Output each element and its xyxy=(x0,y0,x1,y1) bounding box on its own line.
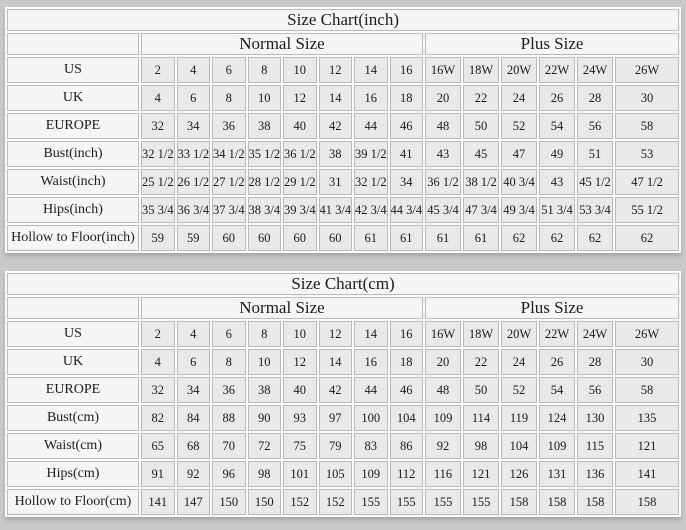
size-value-cell: 114 xyxy=(463,405,499,431)
size-value-cell: 26 1/2 xyxy=(177,169,211,195)
row-label: Bust(inch) xyxy=(7,141,139,167)
size-value-cell: 104 xyxy=(501,433,537,459)
size-value-cell: 104 xyxy=(390,405,424,431)
size-value-cell: 141 xyxy=(141,489,175,515)
size-value-cell: 48 xyxy=(425,113,461,139)
size-value-cell: 84 xyxy=(177,405,211,431)
size-value-cell: 12 xyxy=(319,321,353,347)
size-value-cell: 42 3/4 xyxy=(354,197,388,223)
size-value-cell: 30 xyxy=(615,85,679,111)
size-value-cell: 158 xyxy=(615,489,679,515)
size-value-cell: 37 3/4 xyxy=(212,197,246,223)
size-value-cell: 18 xyxy=(390,85,424,111)
size-value-cell: 28 xyxy=(577,349,613,375)
row-label: Waist(inch) xyxy=(7,169,139,195)
size-value-cell: 109 xyxy=(354,461,388,487)
size-value-cell: 16 xyxy=(354,349,388,375)
size-value-cell: 36 xyxy=(212,377,246,403)
size-value-cell: 28 1/2 xyxy=(248,169,282,195)
size-value-cell: 39 1/2 xyxy=(354,141,388,167)
size-value-cell: 34 xyxy=(177,377,211,403)
size-value-cell: 158 xyxy=(539,489,575,515)
size-value-cell: 60 xyxy=(283,225,317,251)
size-value-cell: 147 xyxy=(177,489,211,515)
size-value-cell: 40 xyxy=(283,113,317,139)
size-value-cell: 4 xyxy=(177,57,211,83)
size-value-cell: 45 1/2 xyxy=(577,169,613,195)
size-value-cell: 32 xyxy=(141,113,175,139)
size-value-cell: 29 1/2 xyxy=(283,169,317,195)
size-value-cell: 51 3/4 xyxy=(539,197,575,223)
size-value-cell: 115 xyxy=(577,433,613,459)
size-value-cell: 130 xyxy=(577,405,613,431)
size-value-cell: 88 xyxy=(212,405,246,431)
size-value-cell: 46 xyxy=(390,113,424,139)
size-value-cell: 54 xyxy=(539,113,575,139)
size-value-cell: 36 1/2 xyxy=(425,169,461,195)
size-value-cell: 47 1/2 xyxy=(615,169,679,195)
size-value-cell: 33 1/2 xyxy=(177,141,211,167)
size-value-cell: 41 xyxy=(390,141,424,167)
size-value-cell: 24W xyxy=(577,57,613,83)
row-label: Hips(inch) xyxy=(7,197,139,223)
size-value-cell: 32 1/2 xyxy=(141,141,175,167)
size-value-cell: 158 xyxy=(577,489,613,515)
size-value-cell: 44 xyxy=(354,377,388,403)
size-value-cell: 35 3/4 xyxy=(141,197,175,223)
size-value-cell: 109 xyxy=(539,433,575,459)
size-value-cell: 16W xyxy=(425,57,461,83)
size-value-cell: 150 xyxy=(212,489,246,515)
size-value-cell: 26W xyxy=(615,57,679,83)
size-value-cell: 22W xyxy=(539,57,575,83)
size-value-cell: 62 xyxy=(577,225,613,251)
table-row xyxy=(7,197,679,223)
size-value-cell: 47 xyxy=(501,141,537,167)
size-value-cell: 93 xyxy=(283,405,317,431)
size-value-cell: 50 xyxy=(463,377,499,403)
row-label: Hollow to Floor(inch) xyxy=(7,225,139,251)
size-value-cell: 62 xyxy=(501,225,537,251)
size-value-cell: 24 xyxy=(501,85,537,111)
row-label: Hips(cm) xyxy=(7,461,139,487)
size-value-cell: 141 xyxy=(615,461,679,487)
size-value-cell: 60 xyxy=(248,225,282,251)
size-value-cell: 24W xyxy=(577,321,613,347)
size-value-cell: 58 xyxy=(615,377,679,403)
size-value-cell: 136 xyxy=(577,461,613,487)
size-chart-cm-table xyxy=(5,271,681,517)
size-value-cell: 14 xyxy=(319,85,353,111)
size-value-cell: 27 1/2 xyxy=(212,169,246,195)
size-value-cell: 26 xyxy=(539,85,575,111)
row-label: US xyxy=(7,57,139,83)
size-value-cell: 98 xyxy=(463,433,499,459)
size-value-cell: 53 xyxy=(615,141,679,167)
size-value-cell: 34 xyxy=(390,169,424,195)
size-value-cell: 121 xyxy=(615,433,679,459)
size-value-cell: 121 xyxy=(463,461,499,487)
table-row xyxy=(7,85,679,111)
size-value-cell: 58 xyxy=(615,113,679,139)
title-row xyxy=(7,273,679,295)
size-value-cell: 40 xyxy=(283,377,317,403)
size-value-cell: 22W xyxy=(539,321,575,347)
size-value-cell: 96 xyxy=(212,461,246,487)
size-value-cell: 59 xyxy=(177,225,211,251)
row-label: UK xyxy=(7,349,139,375)
size-value-cell: 18W xyxy=(463,321,499,347)
size-value-cell: 34 xyxy=(177,113,211,139)
size-value-cell: 109 xyxy=(425,405,461,431)
table-row xyxy=(7,57,679,83)
row-label: Hollow to Floor(cm) xyxy=(7,489,139,515)
size-value-cell: 36 1/2 xyxy=(283,141,317,167)
row-label: EUROPE xyxy=(7,377,139,403)
size-value-cell: 45 3/4 xyxy=(425,197,461,223)
size-chart-inch-table xyxy=(5,7,681,253)
plus-size-header: Plus Size xyxy=(425,33,679,55)
size-value-cell: 4 xyxy=(141,349,175,375)
size-value-cell: 28 xyxy=(577,85,613,111)
size-value-cell: 16 xyxy=(390,321,424,347)
size-value-cell: 150 xyxy=(248,489,282,515)
table-row xyxy=(7,113,679,139)
size-value-cell: 38 xyxy=(248,113,282,139)
size-value-cell: 26W xyxy=(615,321,679,347)
table-row xyxy=(7,225,679,251)
size-value-cell: 135 xyxy=(615,405,679,431)
size-value-cell: 39 3/4 xyxy=(283,197,317,223)
size-value-cell: 16 xyxy=(390,57,424,83)
size-value-cell: 53 3/4 xyxy=(577,197,613,223)
size-value-cell: 2 xyxy=(141,57,175,83)
size-value-cell: 35 1/2 xyxy=(248,141,282,167)
size-value-cell: 119 xyxy=(501,405,537,431)
table-row xyxy=(7,141,679,167)
size-value-cell: 10 xyxy=(283,321,317,347)
size-value-cell: 97 xyxy=(319,405,353,431)
size-value-cell: 14 xyxy=(354,321,388,347)
size-value-cell: 56 xyxy=(577,113,613,139)
size-value-cell: 8 xyxy=(212,85,246,111)
size-value-cell: 10 xyxy=(283,57,317,83)
size-value-cell: 34 1/2 xyxy=(212,141,246,167)
size-value-cell: 42 xyxy=(319,113,353,139)
size-value-cell: 8 xyxy=(248,321,282,347)
table-title-cm: Size Chart(cm) xyxy=(7,273,679,295)
row-label: US xyxy=(7,321,139,347)
size-value-cell: 18W xyxy=(463,57,499,83)
size-value-cell: 86 xyxy=(390,433,424,459)
size-value-cell: 62 xyxy=(615,225,679,251)
table-row xyxy=(7,321,679,347)
size-value-cell: 82 xyxy=(141,405,175,431)
row-label: Waist(cm) xyxy=(7,433,139,459)
corner-cell xyxy=(7,33,139,55)
size-value-cell: 25 1/2 xyxy=(141,169,175,195)
table-row xyxy=(7,433,679,459)
size-value-cell: 22 xyxy=(463,85,499,111)
size-value-cell: 47 3/4 xyxy=(463,197,499,223)
size-value-cell: 75 xyxy=(283,433,317,459)
size-value-cell: 20W xyxy=(501,321,537,347)
size-value-cell: 18 xyxy=(390,349,424,375)
size-value-cell: 48 xyxy=(425,377,461,403)
size-value-cell: 16W xyxy=(425,321,461,347)
size-value-cell: 4 xyxy=(177,321,211,347)
size-value-cell: 43 xyxy=(539,169,575,195)
size-value-cell: 105 xyxy=(319,461,353,487)
size-value-cell: 152 xyxy=(283,489,317,515)
size-value-cell: 46 xyxy=(390,377,424,403)
size-value-cell: 52 xyxy=(501,113,537,139)
size-value-cell: 52 xyxy=(501,377,537,403)
size-value-cell: 62 xyxy=(539,225,575,251)
size-chart-cm-body xyxy=(7,321,679,515)
size-value-cell: 124 xyxy=(539,405,575,431)
group-header-row xyxy=(7,297,679,319)
size-value-cell: 55 1/2 xyxy=(615,197,679,223)
size-value-cell: 26 xyxy=(539,349,575,375)
size-value-cell: 101 xyxy=(283,461,317,487)
size-value-cell: 8 xyxy=(248,57,282,83)
size-value-cell: 155 xyxy=(354,489,388,515)
table-row xyxy=(7,405,679,431)
size-value-cell: 12 xyxy=(283,349,317,375)
size-value-cell: 24 xyxy=(501,349,537,375)
corner-cell xyxy=(7,297,139,319)
size-value-cell: 12 xyxy=(319,57,353,83)
size-value-cell: 6 xyxy=(212,57,246,83)
size-value-cell: 83 xyxy=(354,433,388,459)
size-value-cell: 38 3/4 xyxy=(248,197,282,223)
normal-size-header: Normal Size xyxy=(141,33,423,55)
size-value-cell: 116 xyxy=(425,461,461,487)
table-row xyxy=(7,461,679,487)
size-value-cell: 38 xyxy=(319,141,353,167)
size-value-cell: 20 xyxy=(425,85,461,111)
size-value-cell: 20 xyxy=(425,349,461,375)
size-value-cell: 65 xyxy=(141,433,175,459)
size-value-cell: 22 xyxy=(463,349,499,375)
size-value-cell: 50 xyxy=(463,113,499,139)
size-value-cell: 36 3/4 xyxy=(177,197,211,223)
size-value-cell: 6 xyxy=(177,349,211,375)
size-value-cell: 14 xyxy=(354,57,388,83)
size-value-cell: 92 xyxy=(177,461,211,487)
table-row xyxy=(7,169,679,195)
table-title-inch: Size Chart(inch) xyxy=(7,9,679,31)
size-value-cell: 90 xyxy=(248,405,282,431)
size-value-cell: 100 xyxy=(354,405,388,431)
size-value-cell: 16 xyxy=(354,85,388,111)
size-value-cell: 112 xyxy=(390,461,424,487)
size-value-cell: 2 xyxy=(141,321,175,347)
size-value-cell: 79 xyxy=(319,433,353,459)
size-value-cell: 44 xyxy=(354,113,388,139)
plus-size-header: Plus Size xyxy=(425,297,679,319)
size-value-cell: 44 3/4 xyxy=(390,197,424,223)
size-value-cell: 126 xyxy=(501,461,537,487)
size-value-cell: 60 xyxy=(319,225,353,251)
size-value-cell: 6 xyxy=(212,321,246,347)
size-value-cell: 61 xyxy=(390,225,424,251)
size-value-cell: 158 xyxy=(501,489,537,515)
normal-size-header: Normal Size xyxy=(141,297,423,319)
size-value-cell: 31 xyxy=(319,169,353,195)
size-value-cell: 98 xyxy=(248,461,282,487)
size-value-cell: 32 1/2 xyxy=(354,169,388,195)
size-value-cell: 59 xyxy=(141,225,175,251)
row-label: EUROPE xyxy=(7,113,139,139)
size-value-cell: 36 xyxy=(212,113,246,139)
size-value-cell: 49 3/4 xyxy=(501,197,537,223)
size-value-cell: 131 xyxy=(539,461,575,487)
size-value-cell: 72 xyxy=(248,433,282,459)
size-value-cell: 68 xyxy=(177,433,211,459)
size-value-cell: 20W xyxy=(501,57,537,83)
size-value-cell: 8 xyxy=(212,349,246,375)
size-value-cell: 10 xyxy=(248,349,282,375)
size-value-cell: 155 xyxy=(390,489,424,515)
size-value-cell: 92 xyxy=(425,433,461,459)
size-value-cell: 43 xyxy=(425,141,461,167)
size-value-cell: 10 xyxy=(248,85,282,111)
table-row xyxy=(7,489,679,515)
size-value-cell: 60 xyxy=(212,225,246,251)
group-header-row xyxy=(7,33,679,55)
size-value-cell: 45 xyxy=(463,141,499,167)
size-value-cell: 51 xyxy=(577,141,613,167)
table-row xyxy=(7,349,679,375)
size-value-cell: 70 xyxy=(212,433,246,459)
size-value-cell: 155 xyxy=(463,489,499,515)
size-value-cell: 38 1/2 xyxy=(463,169,499,195)
size-value-cell: 61 xyxy=(354,225,388,251)
size-value-cell: 40 3/4 xyxy=(501,169,537,195)
size-value-cell: 42 xyxy=(319,377,353,403)
size-value-cell: 152 xyxy=(319,489,353,515)
row-label: Bust(cm) xyxy=(7,405,139,431)
row-label: UK xyxy=(7,85,139,111)
title-row xyxy=(7,9,679,31)
size-value-cell: 38 xyxy=(248,377,282,403)
size-value-cell: 155 xyxy=(425,489,461,515)
size-value-cell: 49 xyxy=(539,141,575,167)
size-chart-inch-body xyxy=(7,57,679,251)
size-value-cell: 54 xyxy=(539,377,575,403)
size-value-cell: 56 xyxy=(577,377,613,403)
size-value-cell: 41 3/4 xyxy=(319,197,353,223)
size-value-cell: 91 xyxy=(141,461,175,487)
size-value-cell: 32 xyxy=(141,377,175,403)
table-row xyxy=(7,377,679,403)
size-value-cell: 14 xyxy=(319,349,353,375)
size-value-cell: 4 xyxy=(141,85,175,111)
size-value-cell: 12 xyxy=(283,85,317,111)
size-value-cell: 6 xyxy=(177,85,211,111)
size-value-cell: 61 xyxy=(463,225,499,251)
size-value-cell: 30 xyxy=(615,349,679,375)
size-value-cell: 61 xyxy=(425,225,461,251)
